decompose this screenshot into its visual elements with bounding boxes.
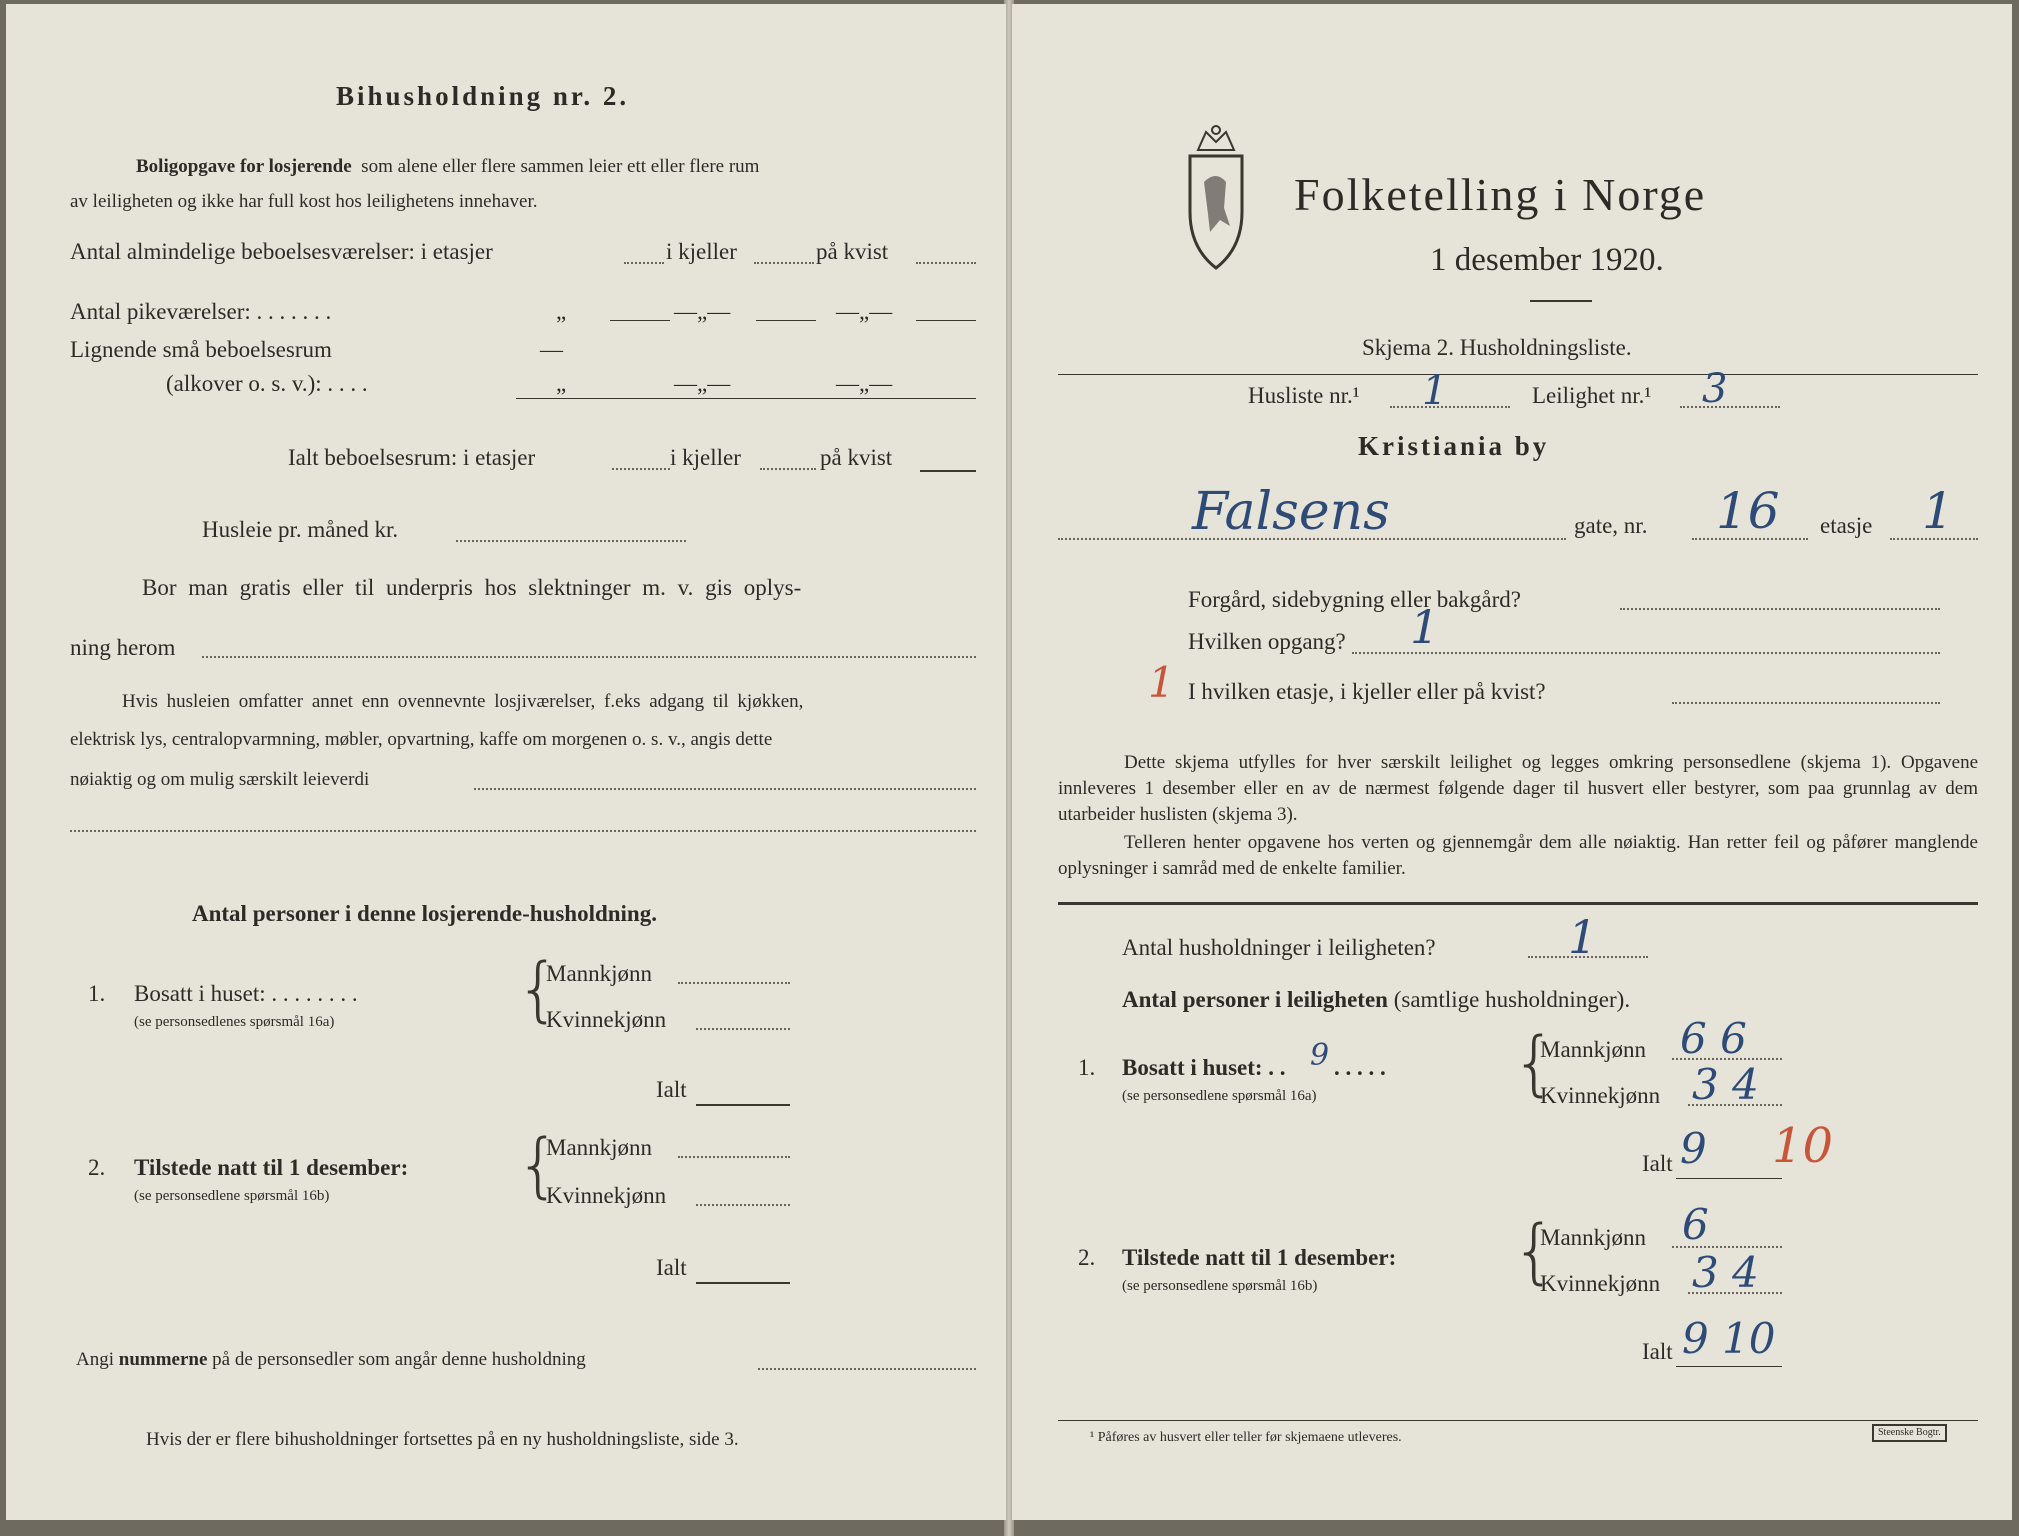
street-value: Falsens [1192, 482, 1390, 542]
small-rooms-field[interactable] [516, 398, 976, 399]
pike-kjeller-field[interactable] [756, 320, 816, 321]
ialt-kvist-label: på kvist [820, 445, 893, 470]
pike-etasjer-field[interactable] [610, 320, 670, 321]
gratis-line1: Bor man gratis eller til underpris hos slektninger m. v. gis oplys- [142, 575, 802, 600]
right-page [1012, 4, 2012, 1520]
census-date: 1 desember 1920. [1430, 242, 1664, 278]
right-q1-mann-label: Mannkjønn [1540, 1037, 1647, 1062]
right-q2-ialt-field[interactable] [1676, 1366, 1782, 1367]
etasje-value: 1 [1922, 482, 1954, 540]
rent-field[interactable] [456, 540, 686, 542]
right-q2-ialt-value: 9 10 [1682, 1314, 1776, 1363]
left-q2-mann-field[interactable] [678, 1156, 790, 1158]
etasje-label: etasje [1820, 513, 1873, 538]
rooms-label: Antal almindelige beboelsesværelser: i etasjer [70, 239, 493, 264]
extras-field[interactable] [474, 788, 976, 790]
left-q1-label: Bosatt i huset: . . . . . . . . [134, 981, 358, 1006]
right-q2-num: 2. [1078, 1245, 1096, 1270]
left-q1-kvinne-label: Kvinnekjønn [546, 1007, 667, 1032]
left-q1-sub: (se personsedlenes spørsmål 16a) [134, 1014, 335, 1030]
rooms-etasjer-field[interactable] [624, 262, 664, 264]
info-paragraph-1: Dette skjema utfylles for hver særskilt leilighet og legges omkring personsedlene (skjema 1). Opgavene innleveres 1 desember eller en av de nærmest følgende dager til husvert eller bestyrer, som paa grunnlag av dem utarbeider huslisten (skjema 3). [1058, 752, 1978, 825]
forgard-question: Forgård, sidebygning eller bakgård? [1188, 587, 1521, 612]
husliste-label: Husliste nr.¹ [1248, 383, 1360, 408]
leilighet-label: Leilighet nr.¹ [1532, 383, 1652, 408]
left-persons-heading: Antal personer i denne losjerende-husholdning. [192, 901, 657, 926]
numbers-line [76, 1346, 586, 1374]
right-q1-sub: (se personsedlene spørsmål 16a) [1122, 1088, 1317, 1104]
left-page [6, 4, 1007, 1520]
left-footer: Hvis der er flere bihusholdninger fortsettes på en ny husholdningsliste, side 3. [146, 1429, 739, 1450]
pike-kvist-field[interactable] [916, 320, 976, 321]
right-q1-value: 9 [1310, 1038, 1330, 1073]
left-q2-kvinne-field[interactable] [696, 1204, 790, 1206]
left-q1-mann-label: Mannkjønn [546, 961, 653, 986]
right-q1-ialt-label: Ialt [1642, 1151, 1673, 1176]
ialt-etasjer-field[interactable] [612, 468, 670, 470]
pike-ditto-2: —„— [836, 299, 893, 324]
right-title: Folketelling i Norge [1294, 169, 1707, 220]
left-q1-num: 1. [88, 981, 106, 1006]
gate-label: gate, nr. [1574, 513, 1648, 538]
rooms-kjeller-field[interactable] [754, 262, 814, 264]
extras-line1: Hvis husleien omfatter annet enn ovennevnte losjiværelser, f.eks adgang til kjøkken, [122, 691, 804, 712]
right-q2-sub: (se personsedlene spørsmål 16b) [1122, 1278, 1318, 1294]
right-q2-mann-label: Mannkjønn [1540, 1225, 1647, 1250]
intro-line2: av leiligheten og ikke har full kost hos leilighetens innehaver. [70, 191, 538, 212]
ialt-rooms-label: Ialt beboelsesrum: i etasjer [288, 445, 536, 470]
forgard-field[interactable] [1620, 608, 1940, 610]
rooms-kjeller-label: i kjeller [666, 239, 737, 264]
small-ditto-2: —„— [836, 371, 893, 396]
husliste-field[interactable] [1390, 406, 1510, 408]
small-rooms-label: Lignende små beboelsesrum [70, 337, 332, 362]
ialt-kjeller-label: i kjeller [670, 445, 741, 470]
ialt-kjeller-field[interactable] [760, 468, 816, 470]
schema-label: Skjema 2. Husholdningsliste. [1362, 335, 1632, 360]
extras-line2: elektrisk lys, centralopvarmning, møbler, opvartning, kaffe om morgenen o. s. v., angis dette [70, 729, 773, 750]
right-q2-brace: { [1512, 1210, 1557, 1292]
right-q2-label: Tilstede natt til 1 desember: [1122, 1245, 1397, 1270]
right-q2-kvinne-value: 3 4 [1692, 1248, 1759, 1297]
right-q1-kvinne-value: 3 4 [1692, 1060, 1759, 1109]
right-q1-kvinne-label: Kvinnekjønn [1540, 1083, 1661, 1108]
right-persons-heading-rest: (samtlige husholdninger). [1393, 987, 1631, 1012]
left-q1-ialt-field[interactable] [696, 1104, 790, 1106]
households-label: Antal husholdninger i leiligheten? [1122, 935, 1436, 960]
numbers-prefix: Angi [76, 1349, 114, 1370]
margin-mark: 1 [1148, 658, 1175, 707]
info-paragraph-2: Telleren henter opgavene hos verten og gjennemgår dem alle nøiaktig. Han retter feil og påfører manglende oplysninger i samråd med de enkelte familier. [1058, 832, 1978, 879]
rooms-kvist-field[interactable] [916, 262, 976, 264]
numbers-bold: nummerne [118, 1349, 208, 1370]
extras-field-2[interactable] [70, 830, 976, 832]
printer-stamp: Steenske Bogtr. [1872, 1424, 1947, 1442]
small-quote-mark: „ [556, 371, 567, 396]
left-q2-kvinne-label: Kvinnekjønn [546, 1183, 667, 1208]
numbers-field[interactable] [758, 1368, 976, 1370]
city-label: Kristiania by [1358, 431, 1550, 461]
left-q2-num: 2. [88, 1155, 106, 1180]
leilighet-field[interactable] [1680, 406, 1780, 408]
rooms-kvist-label: på kvist [816, 239, 889, 264]
rent-label: Husleie pr. måned kr. [202, 517, 399, 542]
gratis-field[interactable] [202, 656, 976, 658]
right-q1-dots: . . . . . [1334, 1055, 1386, 1080]
right-q1-brace: { [1512, 1022, 1557, 1104]
title-divider [1530, 300, 1592, 302]
numbers-rest: på de personsedler som angår denne husholdning [212, 1349, 586, 1370]
left-q2-mann-label: Mannkjønn [546, 1135, 653, 1160]
right-q2-ialt-label: Ialt [1642, 1339, 1673, 1364]
right-persons-heading-bold: Antal personer i leiligheten [1122, 987, 1388, 1012]
right-q1-num: 1. [1078, 1055, 1096, 1080]
small-rooms-dash: — [540, 337, 563, 362]
left-q2-sub: (se personsedlene spørsmål 16b) [134, 1188, 330, 1204]
left-title: Bihusholdning nr. 2. [336, 81, 630, 111]
small-rooms-sub: (alkover o. s. v.): . . . . [166, 371, 368, 396]
opgang-value: 1 [1410, 600, 1440, 654]
left-q2-ialt-label: Ialt [656, 1255, 687, 1280]
gratis-line2: ning herom [70, 635, 176, 660]
opgang-question: Hvilken opgang? [1188, 629, 1346, 654]
intro-bold: Boligopgave for losjerende [136, 156, 352, 177]
right-q2-mann-value: 6 [1682, 1200, 1709, 1249]
footnote-rule [1058, 1420, 1978, 1421]
small-ditto-1: —„— [674, 371, 731, 396]
right-q1-label: Bosatt i huset: . . [1122, 1055, 1286, 1080]
right-q2-kvinne-label: Kvinnekjønn [1540, 1271, 1661, 1296]
info-rule [1058, 902, 1978, 905]
etasje-question-field[interactable] [1672, 702, 1940, 704]
opgang-field[interactable] [1352, 652, 1940, 654]
right-q1-mann-value: 6 6 [1680, 1014, 1747, 1063]
nr-value: 16 [1716, 482, 1780, 540]
right-q1-ialt-field[interactable] [1676, 1178, 1782, 1179]
pike-quote-mark: „ [556, 299, 567, 324]
left-q1-mann-field[interactable] [678, 982, 790, 984]
left-q1-kvinne-field[interactable] [696, 1028, 790, 1030]
ialt-kvist-field[interactable] [920, 470, 976, 472]
right-q1-ialt-correction: 10 [1772, 1118, 1834, 1174]
etasje-question: I hvilken etasje, i kjeller eller på kvist? [1188, 679, 1546, 704]
pike-label: Antal pikeværelser: . . . . . . . [70, 299, 332, 324]
right-footnote: ¹ Påføres av husvert eller teller før skjemaene utleveres. [1090, 1430, 1402, 1445]
right-q1-ialt-value: 9 [1680, 1124, 1707, 1173]
left-q1-brace: { [516, 948, 561, 1030]
street-field[interactable] [1058, 538, 1566, 540]
households-value: 1 [1568, 910, 1598, 964]
schema-rule [1058, 374, 1978, 375]
intro-line1 [136, 153, 759, 181]
norway-coat-of-arms-icon [1180, 122, 1252, 272]
husliste-value: 1 [1422, 368, 1448, 414]
right-persons-heading [1122, 986, 1630, 1014]
pike-ditto-1: —„— [674, 299, 731, 324]
leilighet-value: 3 [1702, 366, 1728, 412]
intro-rest: som alene eller flere sammen leier ett eller flere rum [361, 156, 760, 177]
left-q2-label: Tilstede natt til 1 desember: [134, 1155, 409, 1180]
left-q2-brace: { [516, 1124, 561, 1206]
left-q2-ialt-field[interactable] [696, 1282, 790, 1284]
left-q1-ialt-label: Ialt [656, 1077, 687, 1102]
extras-line3: nøiaktig og om mulig særskilt leieverdi [70, 769, 370, 790]
